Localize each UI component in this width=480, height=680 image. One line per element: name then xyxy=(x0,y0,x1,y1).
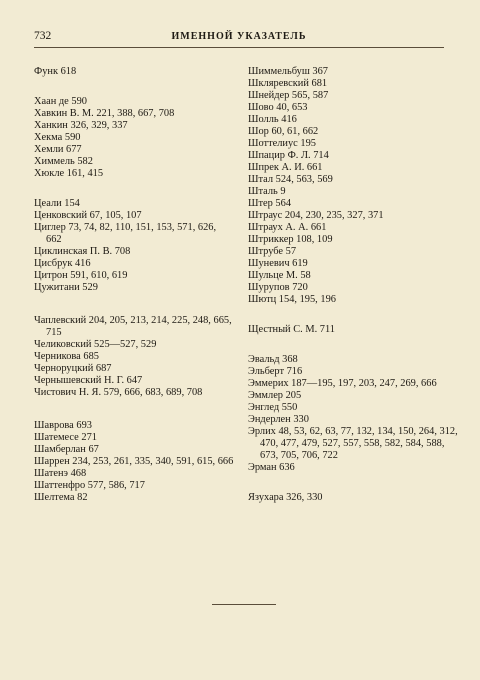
index-column-right xyxy=(248,66,458,504)
index-entry: Шаттенфро 577, 586, 717 xyxy=(34,480,145,491)
index-entry: Цисбрук 416 xyxy=(34,258,91,269)
index-entry: Штраух А. А. 661 xyxy=(248,222,327,233)
index-entry: Эльберт 716 xyxy=(248,366,303,377)
index-entry: Язухара 326, 330 xyxy=(248,492,323,503)
index-entry: Чистович Н. Я. 579, 666, 683, 689, 708 xyxy=(34,387,203,398)
index-entry: Шаврова 693 xyxy=(34,420,92,431)
footer-rule xyxy=(212,604,276,605)
page-header xyxy=(34,30,444,44)
header-rule xyxy=(34,47,444,48)
index-entry: Шкляревский 681 xyxy=(248,78,328,89)
index-entry: Штриккер 108, 109 xyxy=(248,234,333,245)
index-entry: Шоттелиус 195 xyxy=(248,138,316,149)
index-entry: Химмель 582 xyxy=(34,156,93,167)
index-entry: Эммерих 187—195, 197, 203, 247, 269, 666 xyxy=(248,378,437,389)
index-entry: Шнейдер 565, 587 xyxy=(248,90,329,101)
index-entry: Шютц 154, 195, 196 xyxy=(248,294,336,305)
index-entry: Эммлер 205 xyxy=(248,390,302,401)
index-entry: Цитрон 591, 610, 619 xyxy=(34,270,128,281)
index-entry: Шпацир Ф. Л. 714 xyxy=(248,150,329,161)
index-entry: Циглер 73, 74, 82, 110, 151, 153, 571, 626, 662 xyxy=(34,222,217,245)
index-entry: Ценковский 67, 105, 107 xyxy=(34,210,142,221)
group-gap xyxy=(34,180,234,198)
index-entry: Шпрек А. И. 661 xyxy=(248,162,323,173)
index-entry: Функ 618 xyxy=(34,66,77,77)
group-gap xyxy=(34,294,234,315)
index-entry: Шуневич 619 xyxy=(248,258,308,269)
index-entry: Штер 564 xyxy=(248,198,292,209)
index-entry: Хюкле 161, 415 xyxy=(34,168,104,179)
index-column-left xyxy=(34,66,234,504)
index-entry: Хаан де 590 xyxy=(34,96,87,107)
index-entry: Шово 40, 653 xyxy=(248,102,308,113)
index-entry: Шульце М. 58 xyxy=(248,270,311,281)
page-number: 732 xyxy=(34,30,52,42)
index-entry: Шурупов 720 xyxy=(248,282,308,293)
index-entry: Штрубе 57 xyxy=(248,246,297,257)
index-entry: Шамберлан 67 xyxy=(34,444,99,455)
group-gap xyxy=(248,306,458,324)
running-title: ИМЕННОЙ УКАЗАТЕЛЬ xyxy=(171,31,307,42)
index-entry: Энглед 550 xyxy=(248,402,298,413)
group-gap xyxy=(34,399,234,420)
group-gap xyxy=(248,474,458,492)
index-entry: Хемли 677 xyxy=(34,144,82,155)
index-entry: Эрман 636 xyxy=(248,462,295,473)
group-gap xyxy=(248,336,458,354)
index-entry: Цужитани 529 xyxy=(34,282,98,293)
index-entry: Циклинская П. В. 708 xyxy=(34,246,131,257)
index-entry: Черникова 685 xyxy=(34,351,99,362)
index-entry: Шаррен 234, 253, 261, 335, 340, 591, 615, 666 xyxy=(34,456,234,467)
index-entry: Штраус 204, 230, 235, 327, 371 xyxy=(248,210,384,221)
index-entry: Эвальд 368 xyxy=(248,354,298,365)
index-entry: Чаплевский 204, 205, 213, 214, 225, 248, 665, 715 xyxy=(34,315,232,338)
index-entry: Шолль 416 xyxy=(248,114,297,125)
index-entry: Эрлих 48, 53, 62, 63, 77, 132, 134, 150, 264, 312, 470, 477, 479, 527, 557, 558, 582, 584, 588, 673, 705, 706, 722 xyxy=(248,426,458,461)
index-entry: Хекма 590 xyxy=(34,132,81,143)
index-entry: Хавкин В. М. 221, 388, 667, 708 xyxy=(34,108,175,119)
index-entry: Челиковский 525—527, 529 xyxy=(34,339,157,350)
index-entry: Щестный С. М. 711 xyxy=(248,324,335,335)
group-gap xyxy=(34,78,234,96)
index-entry: Шатемесе 271 xyxy=(34,432,97,443)
index-entry: Цеали 154 xyxy=(34,198,80,209)
index-entry: Шелтема 82 xyxy=(34,492,88,503)
index-entry: Шталь 9 xyxy=(248,186,286,197)
index-entry: Ханкин 326, 329, 337 xyxy=(34,120,128,131)
index-entry: Чернышевский Н. Г. 647 xyxy=(34,375,143,386)
index-entry: Шатенэ 468 xyxy=(34,468,87,479)
index-entry: Штал 524, 563, 569 xyxy=(248,174,333,185)
index-entry: Шор 60, 61, 662 xyxy=(248,126,319,137)
index-entry: Черноруцкий 687 xyxy=(34,363,112,374)
index-entry: Эндерлен 330 xyxy=(248,414,309,425)
index-entry: Шиммельбуш 367 xyxy=(248,66,328,77)
